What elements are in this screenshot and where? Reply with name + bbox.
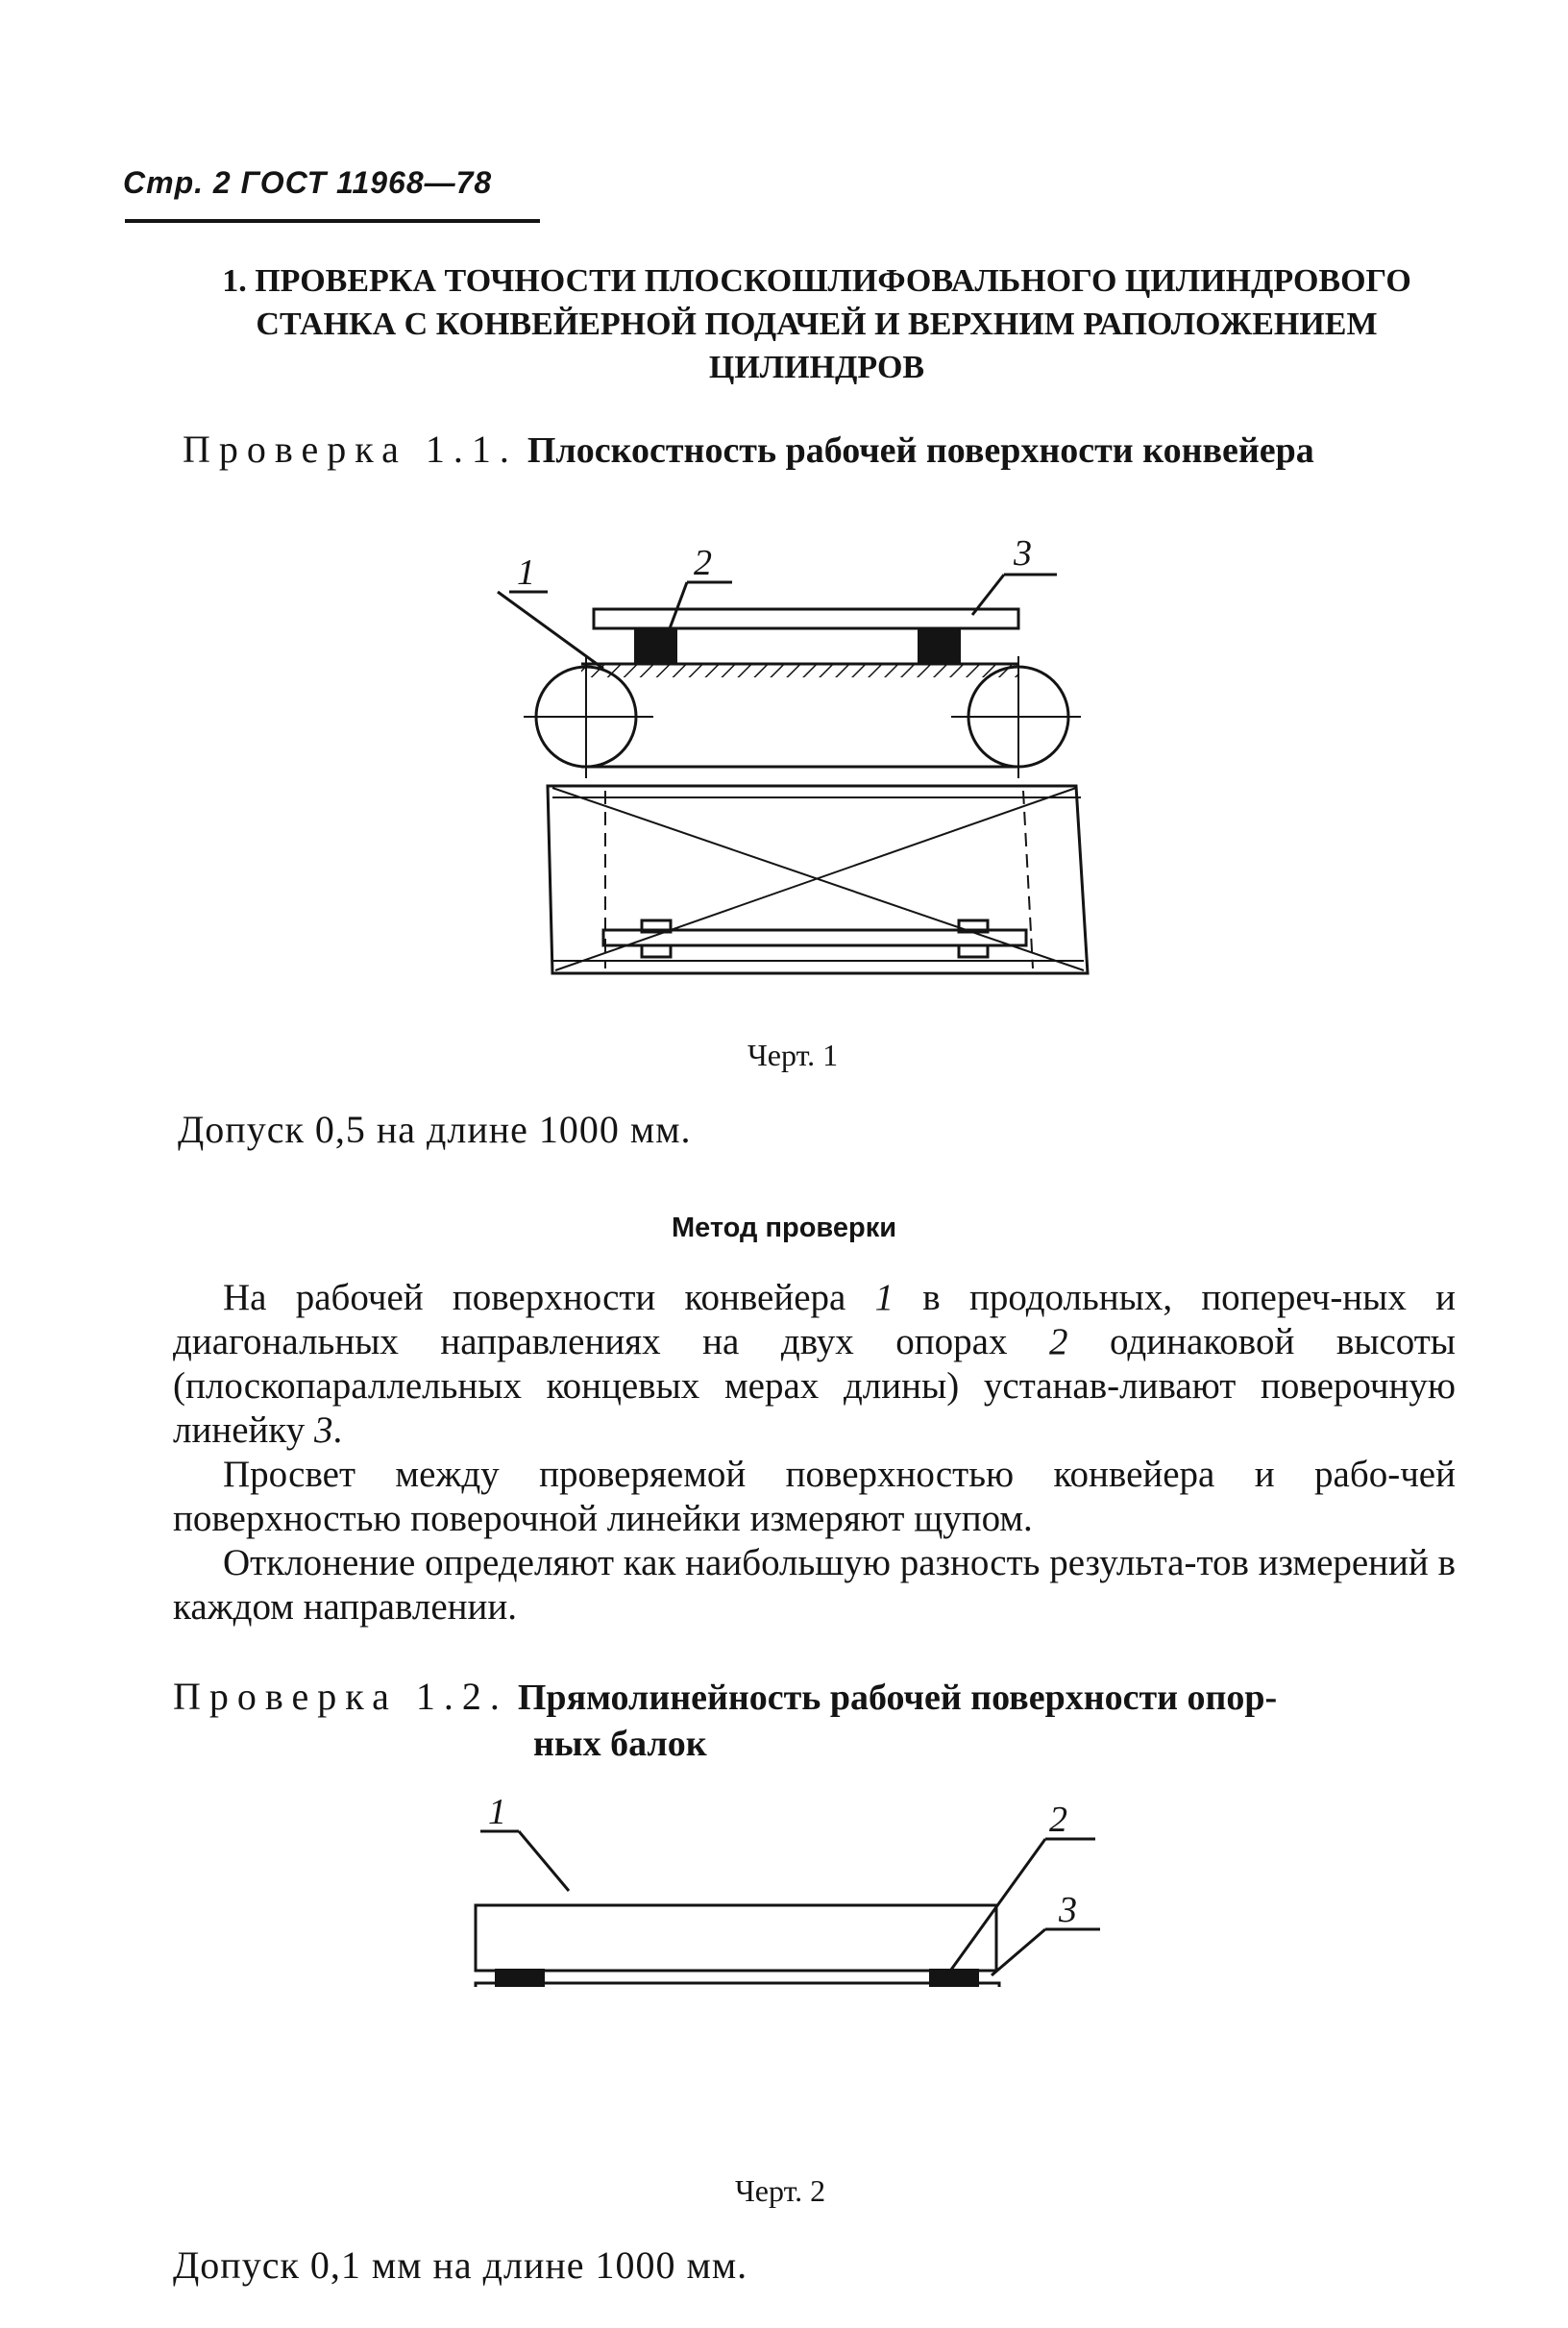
fig2-leader-1 <box>519 1831 569 1891</box>
check-1-heading <box>183 427 1314 472</box>
fig2-support-right <box>929 1969 979 1987</box>
method-paragraph-1 <box>173 1276 1456 1453</box>
fig1-label-2: 2 <box>694 543 712 583</box>
check-2-title-line-2: ных балок <box>533 1724 707 1764</box>
header-rule <box>125 219 540 223</box>
method-paragraph-2: Просвет между проверяемой поверхностью конвейера и рабо-чей поверхностью поверочной линейки измеряют щупом. <box>173 1454 1456 1539</box>
figure-1-caption: Черт. 1 <box>747 1038 839 1072</box>
method-p1-part-c: одинаковой высоты (плоскопараллельных концевых мерах длины) устанав-ливают поверочную линейку <box>173 1321 1457 1451</box>
check-2-prefix: Проверка 1.2. <box>173 1675 508 1718</box>
figure-1-drawing <box>480 527 1115 997</box>
check-2-heading <box>173 1674 1277 1719</box>
check-1-tolerance: Допуск 0,5 на длине 1000 мм. <box>178 1108 692 1151</box>
fig2-label-3: 3 <box>1059 1890 1077 1930</box>
figure-2-drawing <box>461 1795 1115 1987</box>
fig2-support-left <box>495 1969 545 1987</box>
figure-2-caption: Черт. 2 <box>735 2173 826 2208</box>
method-p1-ref-1: 1 <box>874 1277 894 1318</box>
section-title-line-2: СТАНКА С КОНВЕЙЕРНОЙ ПОДАЧЕЙ И ВЕРХНИМ РАПОЛОЖЕНИЕМ <box>256 306 1378 342</box>
fig1-straightedge <box>594 609 1018 628</box>
fig1-plan-support-right-bottom <box>959 945 988 957</box>
fig2-label-2: 2 <box>1049 1800 1067 1840</box>
fig1-label-3: 3 <box>1014 533 1032 574</box>
fig1-plan-support-left-bottom <box>642 945 671 957</box>
check-2-title-line-1: Прямолинейность рабочей поверхности опор- <box>517 1678 1278 1718</box>
fig2-leader-3 <box>992 1929 1045 1975</box>
fig1-label-1: 1 <box>517 552 535 593</box>
page-header: Стр. 2 ГОСТ 11968—78 <box>123 165 493 200</box>
check-2-tolerance: Допуск 0,1 мм на длине 1000 мм. <box>173 2243 748 2287</box>
fig1-belt-hatch <box>581 664 1018 677</box>
check-1-title: Плоскостность рабочей поверхности конвейера <box>527 430 1314 471</box>
method-heading: Метод проверки <box>671 1213 897 1243</box>
method-p1-ref-2: 2 <box>1049 1321 1068 1362</box>
section-title <box>144 259 1489 389</box>
section-title-line-3: ЦИЛИНДРОВ <box>708 350 925 385</box>
check-1-prefix: Проверка 1.1. <box>183 428 518 471</box>
fig1-support-right <box>918 628 961 663</box>
fig2-straightedge <box>476 1983 999 1987</box>
method-p1-part-d: . <box>332 1409 343 1451</box>
method-p1-part-a: На рабочей поверхности конвейера <box>223 1277 875 1318</box>
section-title-line-1: 1. ПРОВЕРКА ТОЧНОСТИ ПЛОСКОШЛИФОВАЛЬНОГО ЦИЛИНДРОВОГО <box>222 263 1411 299</box>
fig1-leader-1 <box>498 592 603 669</box>
fig1-support-left <box>634 628 677 663</box>
method-text <box>173 1276 1456 1630</box>
fig2-beam <box>476 1905 996 1971</box>
check-2-heading-line-2 <box>533 1720 707 1765</box>
fig2-label-1: 1 <box>488 1795 506 1832</box>
method-p1-part-b: в продольных, попереч-ных и диагональных направлениях на двух опорах <box>173 1277 1456 1362</box>
method-paragraph-3: Отклонение определяют как наибольшую разность результа-тов измерений в каждом направлении. <box>173 1542 1456 1628</box>
method-p1-ref-3: 3 <box>314 1409 333 1451</box>
